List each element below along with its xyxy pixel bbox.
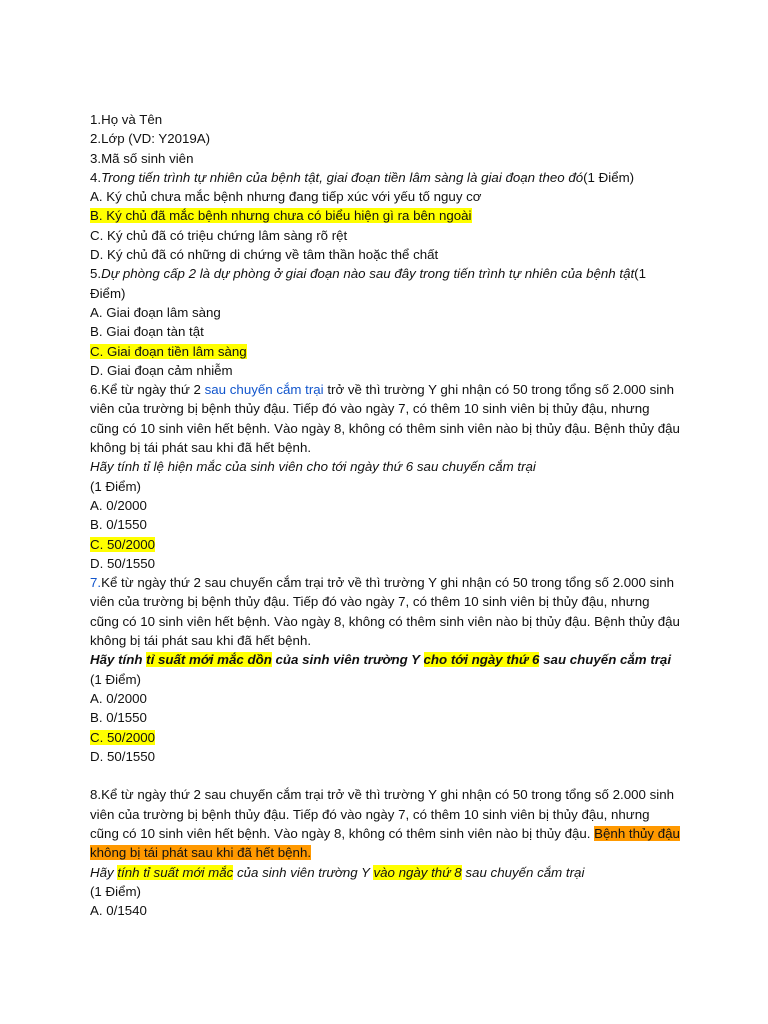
q4-option-d: D. Ký chủ đã có những di chứng về tâm thần hoặc thể chất	[90, 247, 439, 263]
q4-option-b: B. Ký chủ đã mắc bệnh nhưng chưa có biểu hiện gì ra bên ngoài	[90, 208, 472, 224]
q6-scenario-line-2: viên của trường bị bệnh thủy đậu. Tiếp đó vào ngày 7, có thêm 10 sinh viên bị thủy đậu, nhưng	[90, 401, 650, 417]
q6-option-d: D. 50/1550	[90, 555, 156, 571]
q4-option-c: C. Ký chủ đã có triệu chứng lâm sàng rõ rệt	[90, 227, 348, 243]
document-page	[90, 110, 690, 920]
q7-option-b: B. 0/1550	[90, 710, 147, 726]
q6-points: (1 Điểm)	[90, 478, 141, 494]
q6-option-b: B. 0/1550	[90, 517, 147, 533]
q5-option-a: A. Giai đoạn lâm sàng	[90, 304, 221, 320]
q8-scenario-line-2: viên của trường bị bệnh thủy đậu. Tiếp đó vào ngày 7, có thêm 10 sinh viên bị thủy đậu, nhưng	[90, 806, 650, 822]
field-student-id: 3.Mã số sinh viên	[90, 150, 194, 166]
q6-question: Hãy tính tỉ lệ hiện mắc của sinh viên cho tới ngày thứ 6 sau chuyến cắm trại	[90, 459, 536, 475]
q7-option-c: C. 50/2000	[90, 729, 156, 745]
paragraph-gap	[90, 766, 690, 785]
q7-scenario-line-2: viên của trường bị bệnh thủy đậu. Tiếp đó vào ngày 7, có thêm 10 sinh viên bị thủy đậu, nhưng	[90, 594, 650, 610]
q7-question: Hãy tính tỉ suất mới mắc dồn của sinh viên trường Y cho tới ngày thứ 6 sau chuyến cắm trại	[90, 652, 672, 668]
q7-points: (1 Điểm)	[90, 671, 141, 687]
field-name: 1.Họ và Tên	[90, 112, 163, 127]
q7-option-d: D. 50/1550	[90, 748, 156, 764]
q8-scenario-line-3: cũng có 10 sinh viên hết bệnh. Vào ngày 8, không có thêm sinh viên nào bị thủy đậu. Bệnh thủy đậu	[90, 825, 680, 841]
q5-option-d: D. Giai đoạn cảm nhiễm	[90, 362, 233, 378]
q7-scenario-line-1: 7.Kể từ ngày thứ 2 sau chuyến cắm trại trở về thì trường Y ghi nhận có 50 trong tổng số 2.000 sinh	[90, 575, 675, 591]
q8-question: Hãy tính tỉ suất mới mắc của sinh viên trường Y vào ngày thứ 8 sau chuyến cắm trại	[90, 864, 585, 880]
q7-option-a: A. 0/2000	[90, 690, 147, 706]
q8-option-a: A. 0/1540	[90, 903, 147, 919]
q5-option-c: C. Giai đoạn tiền lâm sàng	[90, 343, 247, 359]
q6-scenario-line-3: cũng có 10 sinh viên hết bệnh. Vào ngày 8, không có thêm sinh viên nào bị thủy đậu. Bệnh thủy đậu	[90, 420, 680, 436]
q8-points: (1 Điểm)	[90, 883, 141, 899]
q8-scenario-line-4: không bị tái phát sau khi đã hết bệnh.	[90, 845, 312, 861]
q5-prompt: 5.Dự phòng cấp 2 là dự phòng ở giai đoạn nào sau đây trong tiến trình tự nhiên của bệnh tật(1	[90, 266, 646, 282]
q6-link[interactable]: sau chuyến cắm trại	[204, 382, 324, 398]
q8-scenario-line-1: 8.Kể từ ngày thứ 2 sau chuyến cắm trại trở về thì trường Y ghi nhận có 50 trong tổng số 2.000 sinh	[90, 787, 674, 803]
q4-prompt: 4.Trong tiến trình tự nhiên của bệnh tật, giai đoạn tiền lâm sàng là giai đoạn theo đó(1 Điểm)	[90, 169, 635, 185]
q6-option-a: A. 0/2000	[90, 497, 147, 513]
q7-scenario-line-4: không bị tái phát sau khi đã hết bệnh.	[90, 633, 312, 649]
q5-option-b: B. Giai đoạn tàn tật	[90, 324, 204, 340]
q4-option-a: A. Ký chủ chưa mắc bệnh nhưng đang tiếp xúc với yếu tố nguy cơ	[90, 189, 482, 205]
q6-scenario-line-1: 6.Kể từ ngày thứ 2 sau chuyến cắm trại trở về thì trường Y ghi nhận có 50 trong tổng số 2.000 sinh	[90, 382, 675, 398]
q6-option-c: C. 50/2000	[90, 536, 156, 552]
q6-scenario-line-4: không bị tái phát sau khi đã hết bệnh.	[90, 440, 312, 456]
field-class: 2.Lớp (VD: Y2019A)	[90, 131, 211, 147]
q5-points: Điểm)	[90, 285, 126, 301]
q7-scenario-line-3: cũng có 10 sinh viên hết bệnh. Vào ngày 8, không có thêm sinh viên nào bị thủy đậu. Bệnh thủy đậu	[90, 613, 680, 629]
